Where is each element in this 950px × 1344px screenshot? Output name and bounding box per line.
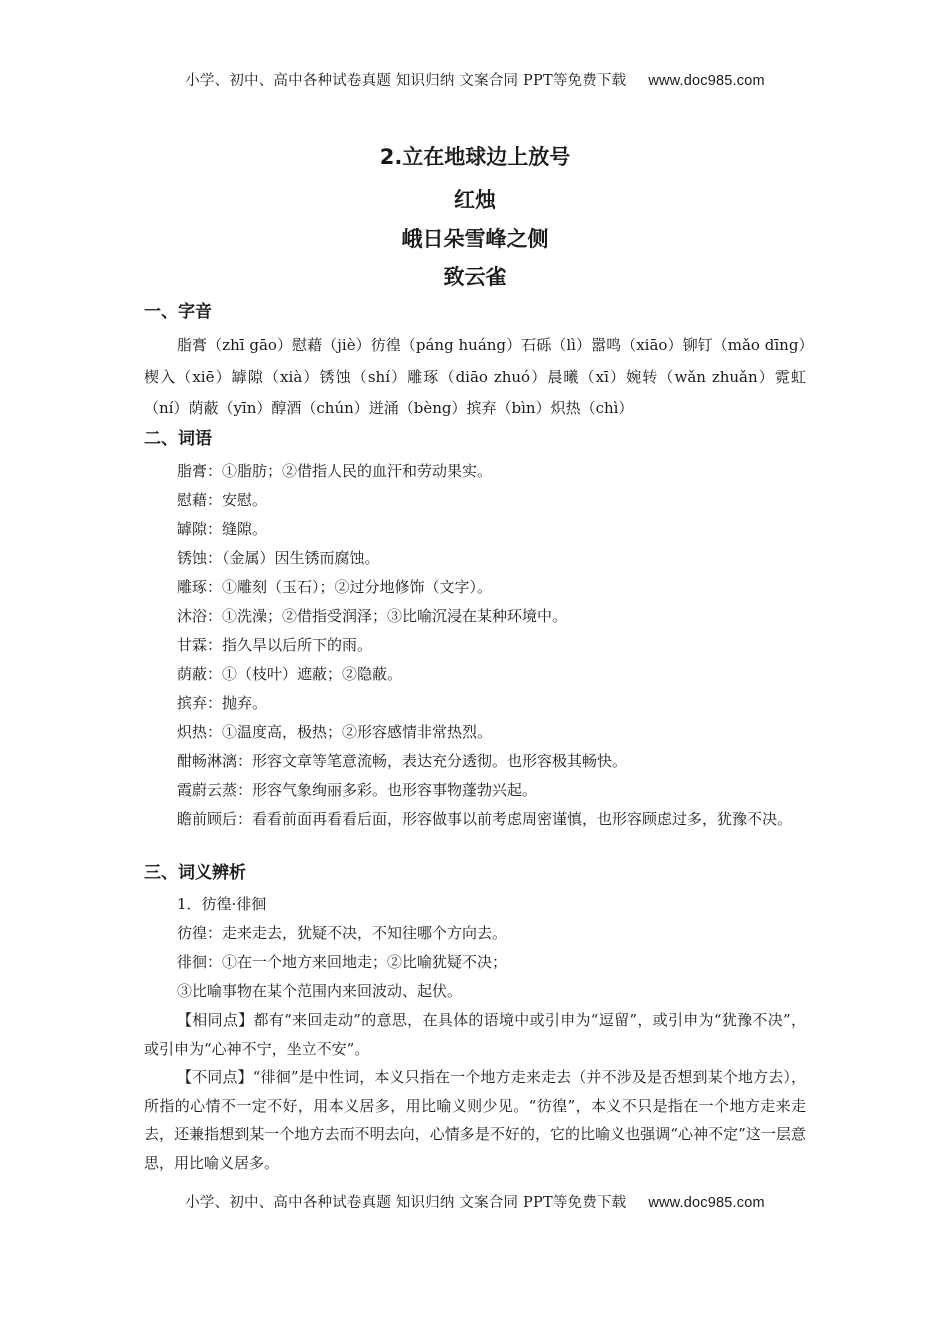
vocab-item: 沐浴：①洗澡；②借指受润泽；③比喻沉浸在某种环境中。 — [177, 607, 568, 625]
vocab-item: 罅隙：缝隙。 — [177, 520, 268, 538]
vocab-item: 锈蚀：（金属）因生锈而腐蚀。 — [177, 549, 380, 567]
lesson-title: 2.立在地球边上放号 — [379, 145, 571, 169]
page-footer — [0, 1191, 950, 1212]
vocab-item: 甘霖：指久旱以后所下的雨。 — [177, 636, 373, 654]
vocab-item: 霞蔚云蒸：形容气象绚丽多彩。也形容事物蓬勃兴起。 — [177, 781, 538, 799]
similarity-text: 都有“来回走动”的意思，在具体的语境中或引申为“逗留”，或引申为“犹豫不决”，或引申为“心神不宁，坐立不安”。 — [144, 1011, 806, 1058]
analysis-block — [144, 890, 806, 1177]
vocab-item: 酣畅淋漓：形容文章等笔意流畅，表达充分透彻。也形容极其畅快。 — [177, 752, 628, 770]
vocab-item: 脂膏：①脂肪；②借指人民的血汗和劳动果实。 — [177, 462, 493, 480]
vocab-item: 雕琢：①雕刻（玉石）；②过分地修饰（文字）。 — [177, 578, 493, 596]
vocab-item: 荫蔽：①（枝叶）遮蔽；②隐蔽。 — [177, 665, 403, 683]
difference-paragraph — [144, 1063, 806, 1177]
vocab-item: 摈弃：抛弃。 — [177, 694, 268, 712]
analysis-line: 彷徨：走来走去，犹疑不决，不知往哪个方向去。 — [177, 924, 508, 942]
difference-text: “徘徊”是中性词，本义只指在一个地方走来走去（并不涉及是否想到某个地方去），所指的心情不一定不好，用本义居多，用比喻义则少见。“彷徨”，本义不只是指在一个地方走来走去，还兼指想到某一个地方去而不明去向，心情多是不好的，它的比喻义也强调“心神不定”这一层意思，用比喻义居多。 — [144, 1068, 806, 1172]
section-heading-pronunciation: 一、字音 — [144, 302, 212, 322]
similarity-label: 【相同点】 — [177, 1011, 254, 1029]
vocab-item: 瞻前顾后：看看前面再看看后面，形容做事以前考虑周密谨慎，也形容顾虑过多，犹豫不决。 — [177, 810, 793, 828]
footer-site: www.doc985.com — [648, 1195, 765, 1211]
similarity-paragraph — [144, 1006, 806, 1063]
footer-text: 小学、初中、高中各种试卷真题 知识归纳 文案合同 PPT等免费下载 — [185, 1195, 627, 1211]
difference-label: 【不同点】 — [177, 1068, 253, 1086]
analysis-subheading: 1．彷徨·徘徊 — [177, 895, 267, 913]
analysis-line: 徘徊：①在一个地方来回地走；②比喻犹疑不决； — [177, 953, 508, 971]
header-text: 小学、初中、高中各种试卷真题 知识归纳 文案合同 PPT等免费下载 — [185, 73, 627, 89]
analysis-line: ③比喻事物在某个范围内来回波动、起伏。 — [177, 982, 463, 1000]
section-heading-vocabulary: 二、词语 — [144, 429, 212, 449]
section-heading-analysis: 三、词义辨析 — [144, 863, 246, 883]
poem-title-1: 红烛 — [454, 188, 496, 212]
vocab-item: 慰藉：安慰。 — [177, 491, 268, 509]
header-site: www.doc985.com — [648, 73, 765, 89]
poem-title-3: 致云雀 — [443, 265, 507, 289]
vocab-item: 炽热：①温度高，极热；②形容感情非常热烈。 — [177, 723, 493, 741]
pronunciation-paragraph: 脂膏（zhī gāo）慰藉（jiè）彷徨（páng huáng）石砾（lì）嚣鸣（xiāo）铆钉（mǎo dīng）楔入（xiē）罅隙（xià）锈蚀（shí）雕琢（diāo zhuó）晨曦（xī）婉转（wǎn zhuǎn）霓虹（ní）荫蔽（yīn）醇酒（chún）迸涌（bèng）摈弃（bìn）炽热（chì） — [144, 336, 806, 417]
vocabulary-list — [144, 457, 806, 834]
poem-title-2: 峨日朵雪峰之侧 — [401, 227, 549, 251]
page-header — [0, 69, 950, 90]
